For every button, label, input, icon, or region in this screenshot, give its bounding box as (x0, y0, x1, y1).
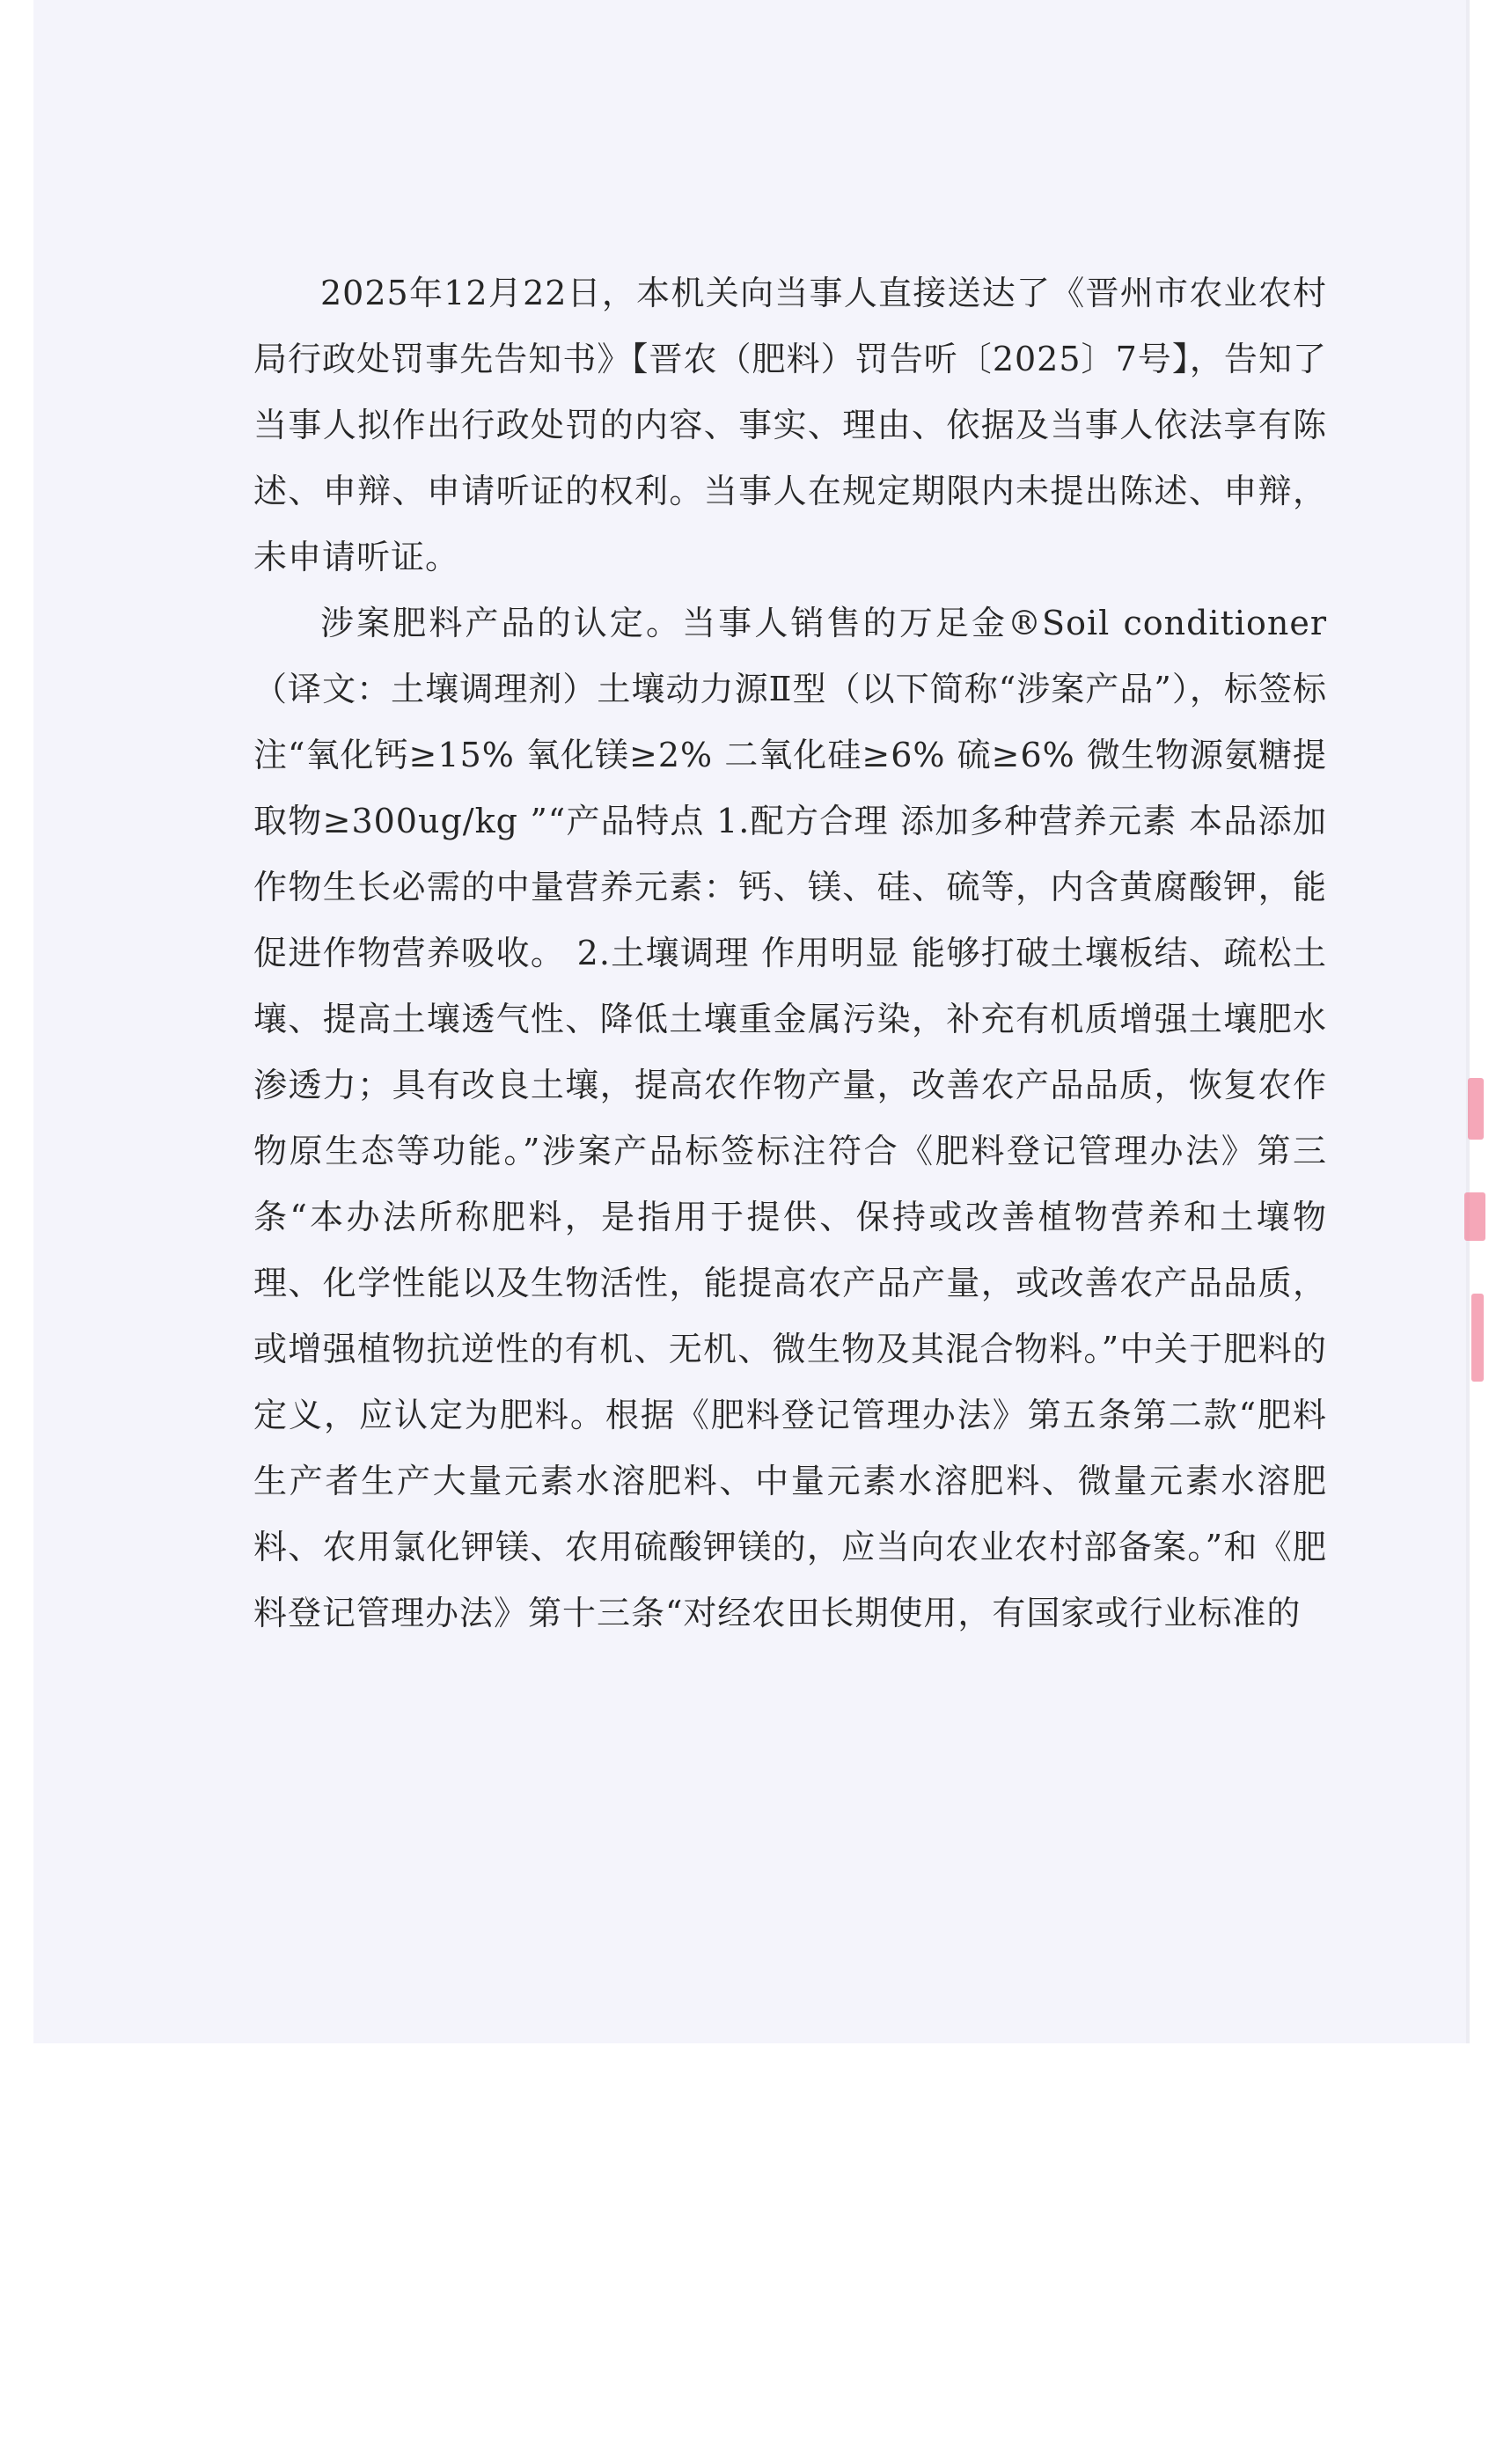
seal-fragment-bottom (1471, 1294, 1484, 1382)
paragraph-notice-delivery: 2025年12月22日，本机关向当事人直接送达了《晋州市农业农村局行政处罚事先告知书》【晋农（肥料）罚告听〔2025〕7号】，告知了当事人拟作出行政处罚的内容、事实、理由、依据及当事人依法享有陈述、申辩、申请听证的权利。当事人在规定期限内未提出陈述、申辩，未申请听证。 (253, 274, 1327, 576)
scanned-document-page (33, 0, 1470, 2043)
paragraph-product-identification: 涉案肥料产品的认定。当事人销售的万足金®Soil conditioner（译文：土壤调理剂）土壤动力源Ⅱ型（以下简称“涉案产品”），标签标注“氧化钙≥15% 氧化镁≥2% 二氧化硅≥6% 硫≥6% 微生物源氨糖提取物≥300ug/kg ”“产品特点 1.配方合理 添加多种营养元素 本品添加作物生长必需的中量营养元素：钙、镁、硅、硫等，内含黄腐酸钾，能促进作物营养吸收。 2.土壤调理 作用明显 能够打破土壤板结、疏松土壤、提高土壤透气性、降低土壤重金属污染，补充有机质增强土壤肥水渗透力；具有改良土壤，提高农作物产量，改善农产品品质，恢复农作物原生态等功能。”涉案产品标签标注符合《肥料登记管理办法》第三条“本办法所称肥料，是指用于提供、保持或改善植物营养和土壤物理、化学性能以及生物活性，能提高农产品产量，或改善农产品品质，或增强植物抗逆性的有机、无机、微生物及其混合物料。”中关于肥料的定义，应认定为肥料。根据《肥料登记管理办法》第五条第二款“肥料生产者生产大量元素水溶肥料、中量元素水溶肥料、微量元素水溶肥料、农用氯化钾镁、农用硫酸钾镁的，应当向农业农村部备案。”和《肥料登记管理办法》第十三条“对经农田长期使用，有国家或行业标准的 (253, 604, 1327, 1632)
page-edge-shadow (1466, 0, 1470, 2043)
seal-fragment-middle (1464, 1192, 1485, 1241)
document-body (253, 260, 1327, 1646)
seal-fragment-top (1468, 1078, 1484, 1140)
